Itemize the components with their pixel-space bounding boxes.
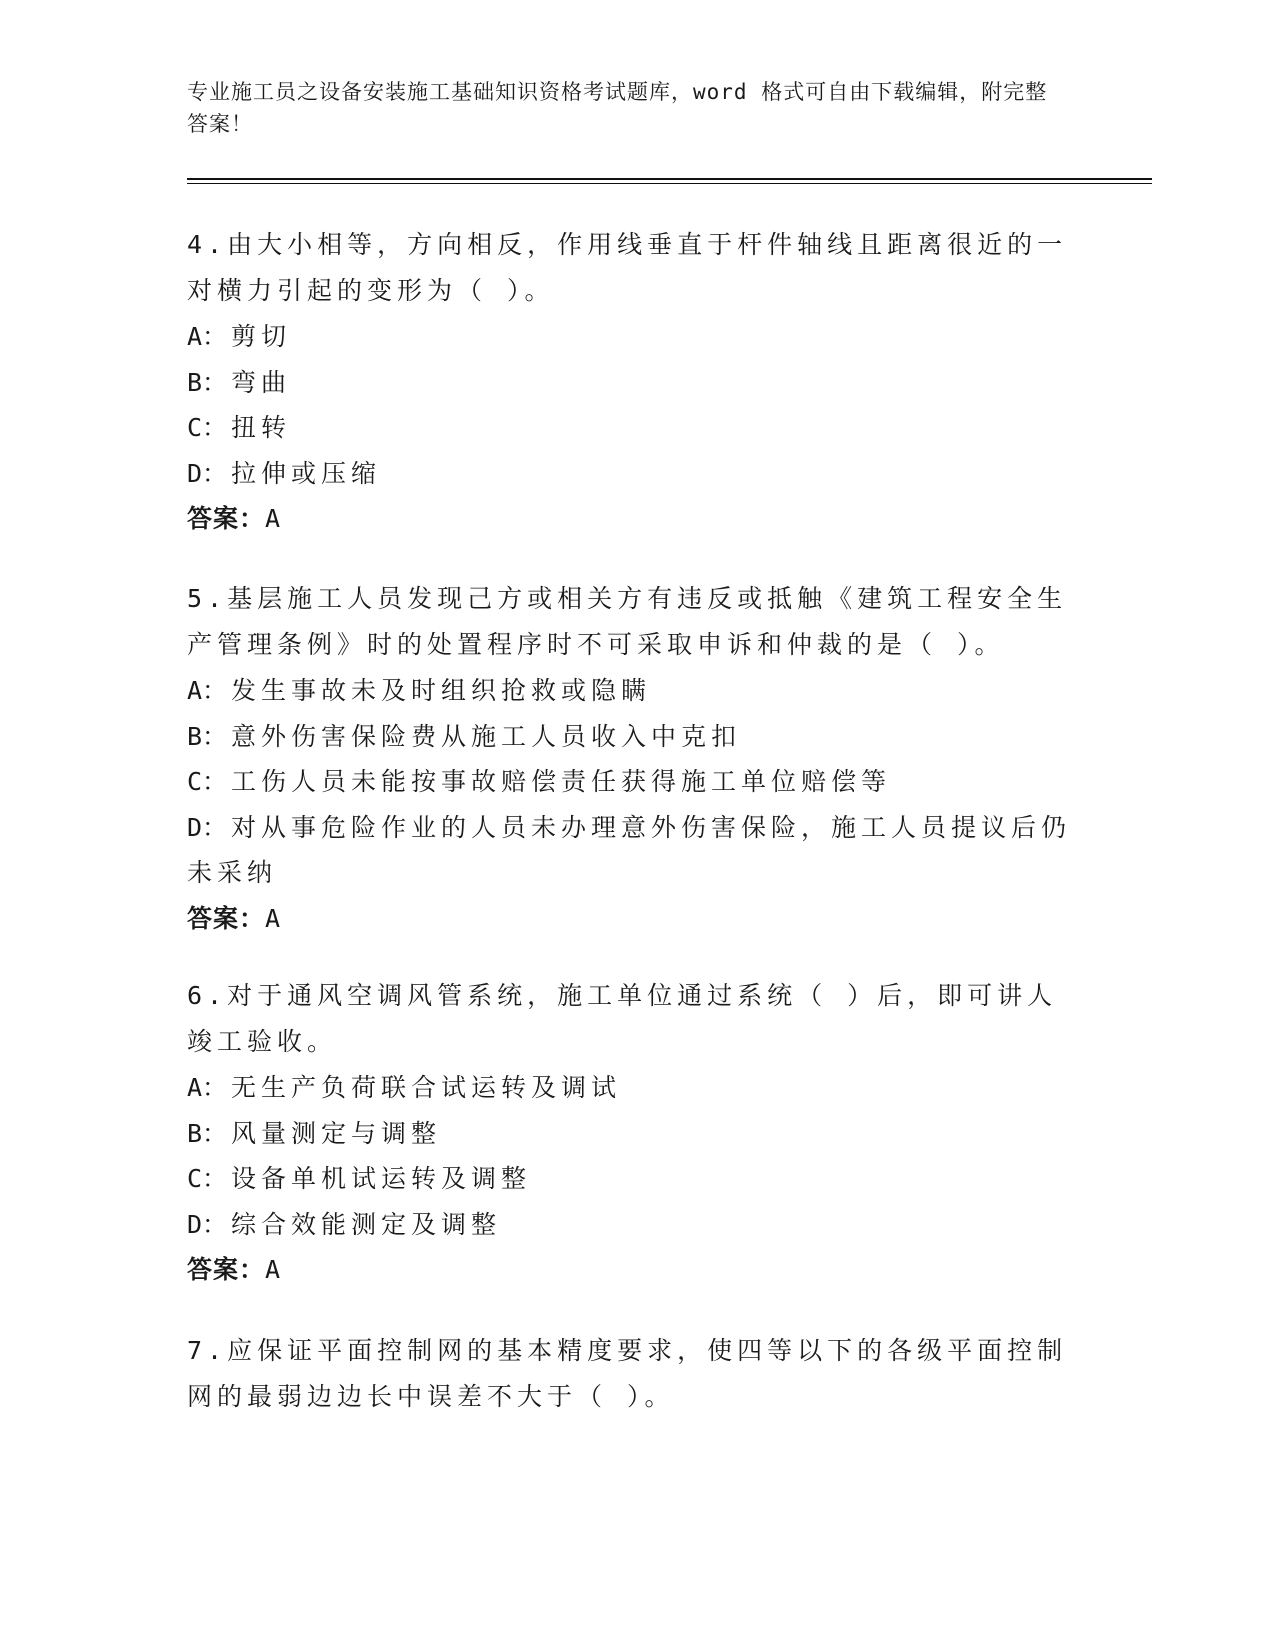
option-key: A： bbox=[187, 1073, 228, 1102]
answer-value: A bbox=[265, 903, 282, 933]
option-b bbox=[187, 714, 1087, 760]
option-key: C： bbox=[187, 767, 228, 796]
option-key: C： bbox=[187, 413, 228, 442]
answer-value: A bbox=[265, 1255, 282, 1284]
question-4 bbox=[187, 222, 1087, 542]
question-stem: 7.应保证平面控制网的基本精度要求，使四等以下的各级平面控制网的最弱边边长中误差不大于（ ）。 bbox=[187, 1336, 1068, 1411]
option-text: 对从事危险作业的人员未办理意外伤害保险，施工人员提议后仍未采纳 bbox=[187, 812, 1072, 887]
option-a bbox=[187, 1065, 1087, 1111]
option-d bbox=[187, 805, 1087, 896]
option-text: 扭转 bbox=[231, 413, 292, 442]
option-key: B： bbox=[187, 721, 228, 751]
option-key: D： bbox=[187, 812, 228, 842]
option-b bbox=[187, 360, 1087, 406]
option-text: 发生事故未及时组织抢救或隐瞒 bbox=[231, 676, 652, 705]
option-key: A： bbox=[187, 676, 228, 705]
option-text: 无生产负荷联合试运转及调试 bbox=[231, 1073, 622, 1102]
option-text: 设备单机试运转及调整 bbox=[231, 1164, 532, 1193]
option-key: D： bbox=[187, 1209, 228, 1239]
option-d bbox=[187, 451, 1087, 497]
option-key: A： bbox=[187, 322, 228, 351]
answer-line bbox=[187, 896, 1087, 942]
header-divider bbox=[187, 178, 1152, 180]
option-text: 风量测定与调整 bbox=[231, 1118, 442, 1148]
answer-label: 答案： bbox=[187, 504, 266, 533]
answer-line bbox=[187, 1247, 1087, 1293]
option-d bbox=[187, 1202, 1087, 1248]
answer-line bbox=[187, 496, 1087, 542]
option-key: B： bbox=[187, 1118, 228, 1148]
option-c bbox=[187, 1156, 1087, 1202]
option-b bbox=[187, 1111, 1087, 1157]
option-text: 拉伸或压缩 bbox=[231, 458, 382, 488]
option-a bbox=[187, 314, 1087, 360]
question-6 bbox=[187, 973, 1087, 1293]
option-c bbox=[187, 759, 1087, 805]
option-key: C： bbox=[187, 1164, 228, 1193]
question-stem: 6.对于通风空调风管系统，施工单位通过系统（ ）后，即可讲人竣工验收。 bbox=[187, 981, 1058, 1056]
option-key: B： bbox=[187, 367, 228, 397]
answer-label: 答案： bbox=[187, 903, 266, 933]
option-c bbox=[187, 405, 1087, 451]
option-text: 工伤人员未能按事故赔偿责任获得施工单位赔偿等 bbox=[231, 767, 892, 796]
header-divider-thin bbox=[187, 183, 1152, 184]
question-7 bbox=[187, 1328, 1087, 1420]
question-stem: 5.基层施工人员发现己方或相关方有违反或抵触《建筑工程安全生产管理条例》时的处置程序时不可采取申诉和仲裁的是（ ）。 bbox=[187, 584, 1068, 659]
option-text: 意外伤害保险费从施工人员收入中克扣 bbox=[231, 721, 742, 751]
answer-label: 答案： bbox=[187, 1255, 266, 1284]
header-intro: 专业施工员之设备安装施工基础知识资格考试题库，word 格式可自由下载编辑，附完整答案！ bbox=[187, 80, 1048, 136]
answer-value: A bbox=[265, 504, 282, 533]
option-text: 弯曲 bbox=[231, 367, 292, 397]
option-key: D： bbox=[187, 458, 228, 488]
question-5 bbox=[187, 576, 1087, 942]
option-a bbox=[187, 668, 1087, 714]
option-text: 剪切 bbox=[231, 322, 292, 351]
question-stem: 4.由大小相等，方向相反，作用线垂直于杆件轴线且距离很近的一对横力引起的变形为（ ）。 bbox=[187, 230, 1068, 305]
option-text: 综合效能测定及调整 bbox=[231, 1209, 502, 1239]
